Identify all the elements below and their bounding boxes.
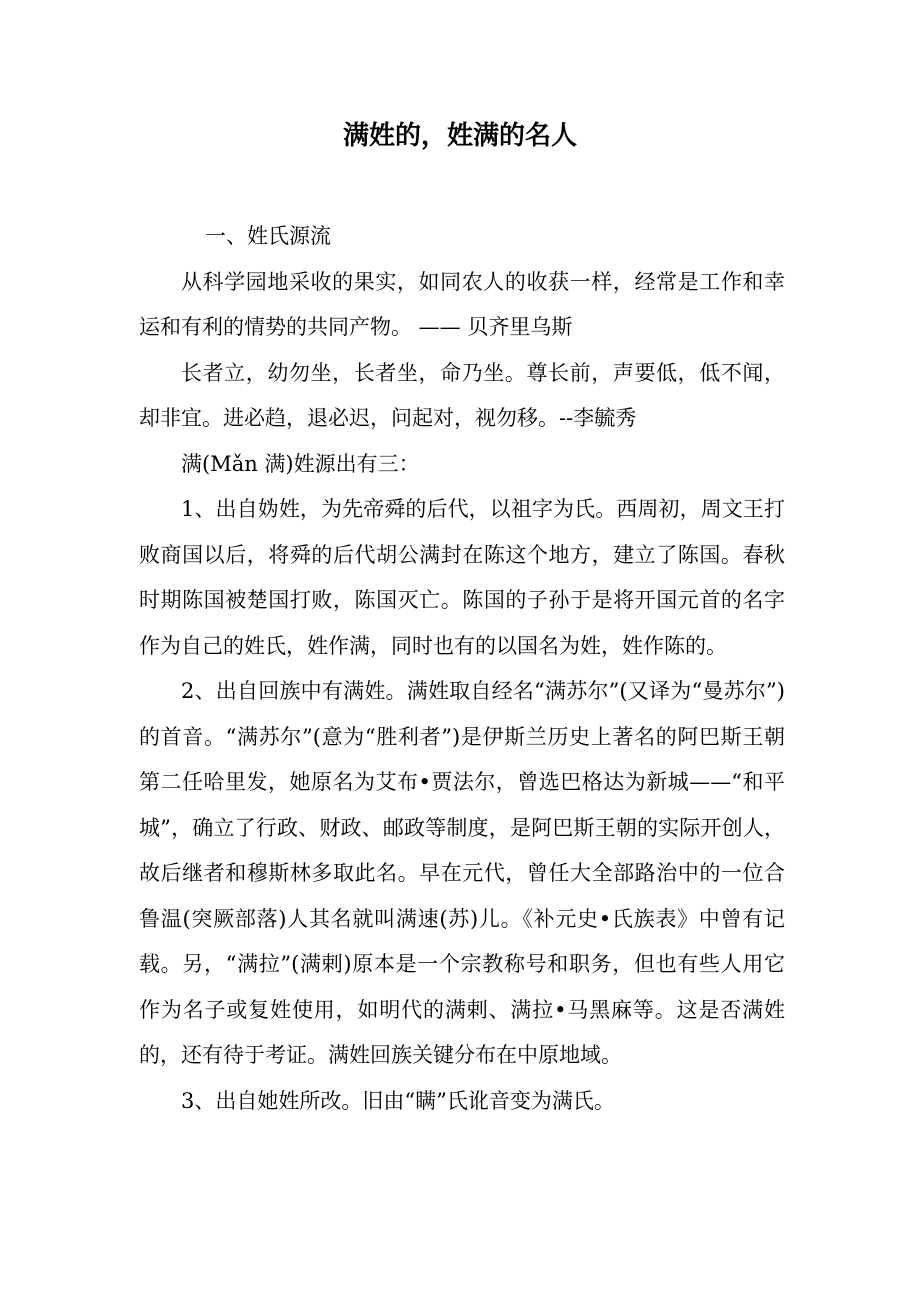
quote-paragraph: 从科学园地采收的果实，如同农人的收获一样，经常是工作和幸运和有利的情势的共同产物。 —— 贝齐里乌斯 [139,269,785,339]
document-body [139,214,785,1124]
quote-paragraph: 长者立，幼勿坐，长者坐，命乃坐。尊长前，声要低，低不闻，却非宜。进必趋，退必迟，问起对，视勿移。--李毓秀 [139,360,785,430]
body-paragraph: 2、出自回族中有满姓。满姓取自经名“满苏尔”(又译为“曼苏尔”)的首音。“满苏尔”(意为“胜利者”)是伊斯兰历史上著名的阿巴斯王朝第二任哈里发，她原名为艾布•贾法尔，曾选巴格达为新城——“和平城”，确立了行政、财政、邮政等制度，是阿巴斯王朝的实际开创人，故后继者和穆斯林多取此名。早在元代，曾任大全部路治中的一位合鲁温(突厥部落)人其名就叫满速(苏)儿。《补元史•氏族表》中曾有记载。另，“满拉”(满剌)原本是一个宗教称号和职务，但也有些人用它作为名子或复姓使用，如明代的满剌、满拉•马黑麻等。这是否满姓的，还有待于考证。满姓回族关键分布在中原地域。 [139,679,785,1067]
body-paragraph: 1、出自妫姓，为先帝舜的后代，以祖字为氏。西周初，周文王打败商国以后，将舜的后代胡公满封在陈这个地方，建立了陈国。春秋时期陈国被楚国打败，陈国灭亡。陈国的子孙于是将开国元首的名字作为自己的姓氏，姓作满，同时也有的以国名为姓，姓作陈的。 [139,497,785,658]
page-title: 满姓的，姓满的名人 [342,121,577,151]
body-paragraph: 3、出自她姓所改。旧由“瞒”氏讹音变为满氏。 [181,1088,615,1113]
body-paragraph: 满(Mǎn 满)姓源出有三： [181,451,420,476]
section-heading: 一、姓氏源流 [205,224,331,248]
